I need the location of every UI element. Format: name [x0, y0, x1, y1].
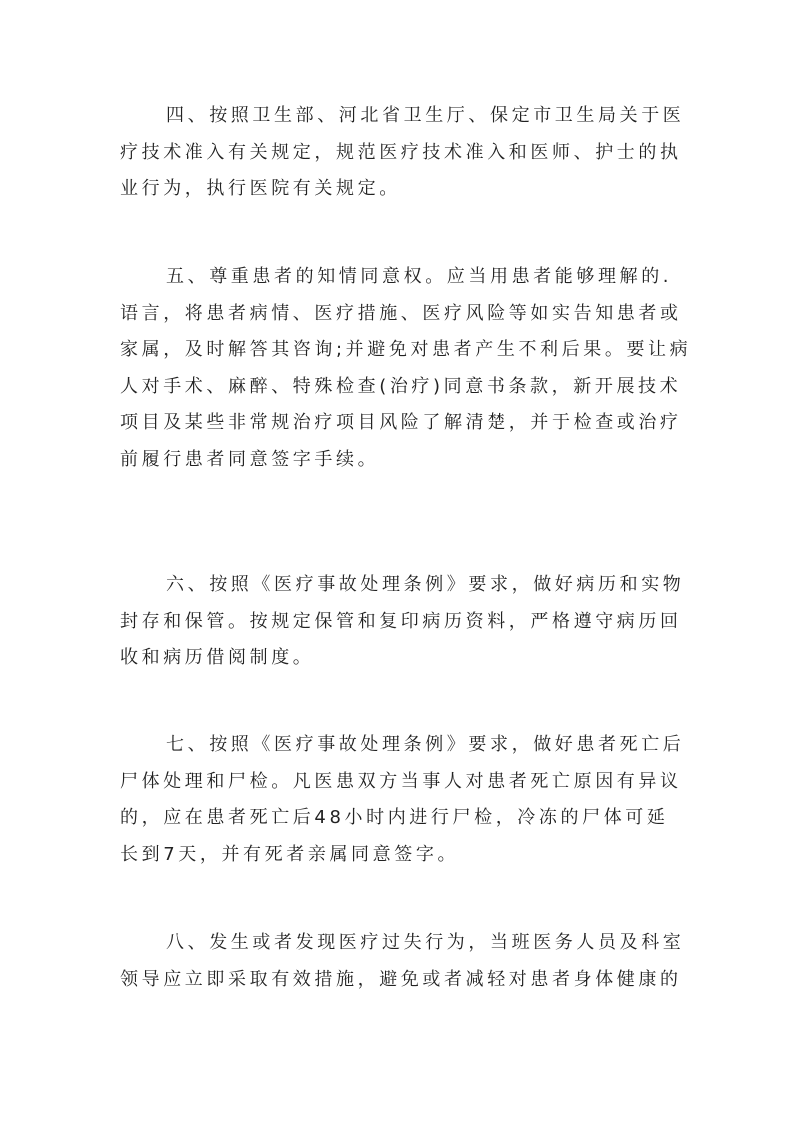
paragraph-line: 七、按照《医疗事故处理条例》要求，做好患者死亡后: [166, 734, 685, 755]
paragraph-line: 前履行患者同意签字手续。: [120, 448, 380, 470]
paragraph-line: 收和病历借阅制度。: [120, 647, 315, 668]
paragraph-line: 长到7天，并有死者亲属同意签字。: [120, 843, 460, 865]
paragraph-line: 四、按照卫生部、河北省卫生厅、保定市卫生局关于医: [166, 105, 685, 126]
paragraph-line: 语言，将患者病情、医疗措施、医疗风险等如实告知患者或: [120, 302, 682, 324]
paragraph-line: 人对手术、麻醉、特殊检查(治疗)同意书条款，新开展技术: [120, 375, 682, 397]
paragraph-7: [120, 727, 685, 873]
paragraph-line: 项目及某些非常规治疗项目风险了解清楚，并于检查或治疗: [120, 412, 682, 433]
paragraph-line: 业行为，执行医院有关规定。: [120, 178, 401, 199]
paragraph-8: [120, 925, 685, 998]
paragraph-5: [120, 259, 692, 478]
paragraph-line: 疗技术准入有关规定，规范医疗技术准入和医师、护士的执: [120, 141, 682, 163]
paragraph-line: 尸体处理和尸检。凡医患双方当事人对患者死亡原因有异议: [120, 770, 682, 792]
paragraph-line: 的，应在患者死亡后48小时内进行尸检，冷冻的尸体可延: [120, 807, 669, 828]
paragraph-line: 六、按照《医疗事故处理条例》要求，做好病历和实物: [166, 574, 685, 595]
paragraph-6: [120, 567, 685, 677]
paragraph-line: 领导应立即采取有效措施，避免或者减轻对患者身体健康的: [120, 968, 682, 990]
paragraph-line: 家属，及时解答其咨询;并避免对患者产生不利后果。要让病: [120, 339, 692, 360]
paragraph-line: 封存和保管。按规定保管和复印病历资料，严格遵守病历回: [120, 610, 682, 632]
paragraph-line: 八、发生或者发现医疗过失行为，当班医务人员及科室: [166, 932, 685, 953]
paragraph-4: [120, 98, 685, 208]
paragraph-line: 五、尊重患者的知情同意权。应当用患者能够理解的.: [166, 266, 673, 287]
